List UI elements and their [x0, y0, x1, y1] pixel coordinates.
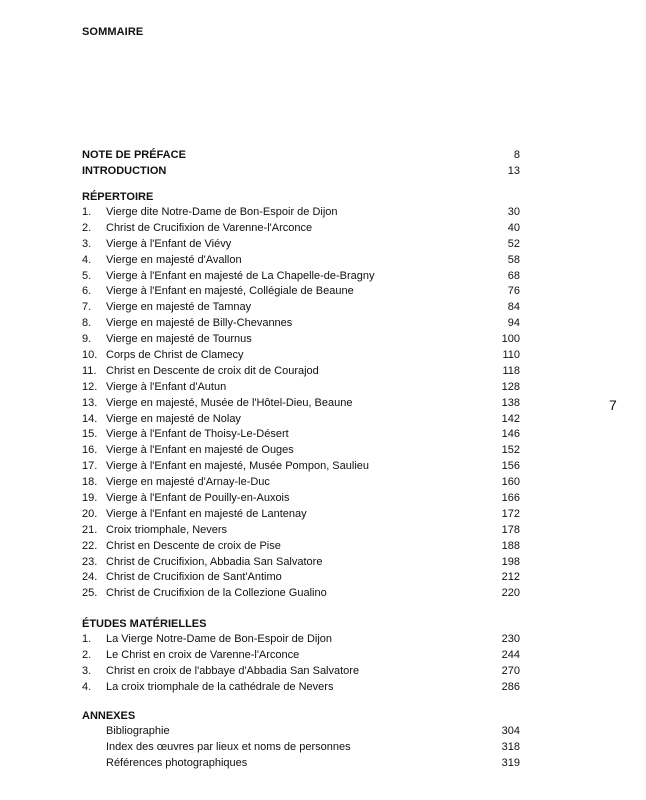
- entry-label: Vierge dite Notre-Dame de Bon-Espoir de Dijon: [106, 206, 338, 218]
- toc-entry[interactable]: [82, 724, 520, 740]
- section-title-annexes: ANNEXES: [82, 710, 136, 722]
- toc-entry[interactable]: [82, 380, 520, 396]
- entry-number: 6.: [82, 285, 92, 298]
- toc-entry[interactable]: [82, 459, 520, 475]
- entry-number: 25.: [82, 587, 98, 600]
- entry-page: 160: [501, 476, 520, 489]
- entry-number: 3.: [82, 237, 92, 250]
- front-matter-section: [82, 148, 520, 180]
- entry-page: 220: [501, 587, 520, 600]
- entry-label: Le Christ en croix de Varenne-l'Arconce: [106, 648, 300, 661]
- entry-page: 30: [507, 206, 520, 218]
- entry-number: 23.: [82, 555, 98, 568]
- entry-number: 3.: [82, 664, 92, 677]
- entry-label: INTRODUCTION: [82, 164, 167, 177]
- entry-label: Vierge en majesté de Nolay: [106, 412, 241, 425]
- entry-label: La Vierge Notre-Dame de Bon-Espoir de Dijon: [106, 633, 333, 645]
- entry-label: Vierge à l'Enfant en majesté de Lantenay: [106, 507, 307, 520]
- toc-entry-introduction[interactable]: [82, 164, 520, 180]
- entry-label: Vierge à l'Enfant en majesté de La Chapelle-de-Bragny: [106, 269, 375, 282]
- entry-page: 128: [501, 380, 520, 393]
- entry-number: 8.: [82, 317, 92, 330]
- entry-number: 19.: [82, 492, 98, 505]
- entry-label: Vierge en majesté de Tournus: [106, 333, 252, 346]
- entry-number: 2.: [82, 648, 92, 661]
- entry-page: 40: [507, 221, 520, 234]
- entry-page: 94: [507, 317, 520, 330]
- entry-label: Vierge en majesté, Musée de l'Hôtel-Dieu, Beaune: [106, 396, 353, 409]
- entry-page: 230: [501, 633, 520, 645]
- entry-label: Christ en croix de l'abbaye d'Abbadia San Salvatore: [106, 664, 360, 677]
- entry-label: Christ en Descente de croix de Pise: [106, 539, 281, 552]
- entry-page: 286: [501, 680, 520, 693]
- toc-entry[interactable]: [82, 523, 520, 539]
- entry-page: 212: [501, 571, 520, 584]
- toc-entry[interactable]: [82, 316, 520, 332]
- entry-number: 1.: [82, 206, 92, 218]
- toc-entry[interactable]: [82, 443, 520, 459]
- entry-label: La croix triomphale de la cathédrale de Nevers: [106, 680, 334, 693]
- entry-label: Vierge en majesté de Billy-Chevannes: [106, 317, 293, 330]
- entry-page: 156: [501, 460, 520, 473]
- entry-page: 118: [502, 364, 520, 377]
- toc-entry[interactable]: [82, 586, 520, 602]
- entry-page: 319: [501, 756, 520, 769]
- toc-entry[interactable]: [82, 756, 520, 772]
- toc-entry[interactable]: [82, 680, 520, 696]
- entry-page: 100: [501, 333, 520, 346]
- entry-number: 14.: [82, 412, 98, 425]
- entry-number: 20.: [82, 507, 98, 520]
- entry-label: Christ en Descente de croix dit de Courajod: [106, 364, 319, 377]
- toc-entry[interactable]: [82, 412, 520, 428]
- etudes-list: [82, 632, 520, 696]
- entry-page: 244: [501, 648, 520, 661]
- entry-label: Vierge à l'Enfant de Viévy: [106, 237, 232, 250]
- repertoire-list: [82, 205, 520, 602]
- toc-entry[interactable]: [82, 632, 520, 648]
- entry-page: 68: [507, 269, 520, 282]
- entry-number: 4.: [82, 680, 92, 693]
- entry-number: 1.: [82, 633, 92, 645]
- entry-page: 76: [507, 285, 520, 298]
- repertoire-section: [82, 190, 520, 602]
- entry-label: Christ de Crucifixion de Varenne-l'Arconce: [106, 221, 313, 234]
- entry-number: 9.: [82, 333, 92, 346]
- entry-number: 7.: [82, 301, 92, 314]
- entry-page: 8: [513, 149, 520, 161]
- toc-entry[interactable]: [82, 648, 520, 664]
- toc-entry[interactable]: [82, 253, 520, 269]
- toc-entry[interactable]: [82, 570, 520, 586]
- toc-entry[interactable]: [82, 300, 520, 316]
- entry-page: 52: [507, 237, 520, 250]
- toc-entry[interactable]: [82, 396, 520, 412]
- entry-number: 18.: [82, 476, 98, 489]
- entry-number: 10.: [82, 349, 98, 362]
- entry-page: 270: [501, 664, 520, 677]
- entry-number: 16.: [82, 444, 98, 457]
- entry-label: Vierge à l'Enfant de Thoisy-Le-Désert: [106, 428, 289, 441]
- entry-page: 304: [501, 725, 520, 737]
- entry-label: Corps de Christ de Clamecy: [106, 349, 244, 362]
- entry-number: 5.: [82, 269, 92, 282]
- entry-label: Vierge en majesté d'Avallon: [106, 253, 242, 266]
- entry-label: Vierge en majesté de Tamnay: [106, 301, 252, 314]
- entry-label: Vierge à l'Enfant de Pouilly-en-Auxois: [106, 492, 290, 505]
- entry-label: Christ de Crucifixion de la Collezione Gualino: [106, 587, 327, 600]
- entry-page: 146: [501, 428, 520, 441]
- entry-label: Vierge à l'Enfant en majesté de Ouges: [106, 444, 294, 457]
- entry-label: Vierge en majesté d'Arnay-le-Duc: [106, 476, 270, 489]
- entry-number: 2.: [82, 221, 92, 234]
- toc-entry[interactable]: [82, 507, 520, 523]
- entry-label: Index des œuvres par lieux et noms de personnes: [106, 740, 351, 753]
- toc-entry[interactable]: [82, 284, 520, 300]
- section-title-repertoire: RÉPERTOIRE: [82, 191, 154, 203]
- section-title-etudes: ÉTUDES MATÉRIELLES: [82, 618, 207, 630]
- entry-number: 21.: [82, 523, 98, 536]
- entry-label: Vierge à l'Enfant en majesté, Musée Pompon, Saulieu: [106, 460, 370, 473]
- toc-entry[interactable]: [82, 205, 520, 221]
- entry-label: Bibliographie: [106, 725, 170, 737]
- entry-label: Références photographiques: [106, 756, 248, 769]
- annexes-list: [82, 724, 520, 772]
- toc-entry[interactable]: [82, 348, 520, 364]
- entry-page: 58: [507, 253, 520, 266]
- entry-number: 22.: [82, 539, 98, 552]
- entry-label: Christ de Crucifixion, Abbadia San Salvatore: [106, 555, 323, 568]
- toc-entry[interactable]: [82, 740, 520, 756]
- toc-entry[interactable]: [82, 664, 520, 680]
- etudes-section: [82, 617, 520, 696]
- entry-page: 178: [501, 523, 520, 536]
- entry-label: Christ de Crucifixion de Sant'Antimo: [106, 571, 282, 584]
- entry-page: 110: [502, 349, 520, 362]
- entry-page: 138: [501, 396, 520, 409]
- entry-page: 84: [507, 301, 520, 314]
- toc-entry[interactable]: [82, 555, 520, 571]
- entry-label: Vierge à l'Enfant d'Autun: [106, 380, 227, 393]
- entry-number: 17.: [82, 460, 98, 473]
- toc-entry[interactable]: [82, 221, 520, 237]
- toc-entry[interactable]: [82, 269, 520, 285]
- entry-label: NOTE DE PRÉFACE: [82, 149, 186, 161]
- toc-entry[interactable]: [82, 427, 520, 443]
- entry-page: 318: [501, 740, 520, 753]
- entry-page: 172: [501, 507, 520, 520]
- entry-number: 24.: [82, 571, 98, 584]
- entry-number: 15.: [82, 428, 98, 441]
- page-title: SOMMAIRE: [82, 26, 144, 38]
- entry-page: 13: [507, 164, 520, 177]
- toc-entry[interactable]: [82, 491, 520, 507]
- toc-entry[interactable]: [82, 332, 520, 348]
- entry-label: Croix triomphale, Nevers: [106, 523, 228, 536]
- entry-page: 198: [501, 555, 520, 568]
- toc-entry[interactable]: [82, 475, 520, 491]
- entry-page: 166: [501, 492, 520, 505]
- toc-entry-note-de-preface[interactable]: [82, 148, 520, 164]
- entry-page: 188: [501, 539, 520, 552]
- annexes-section: [82, 709, 520, 772]
- entry-number: 12.: [82, 380, 98, 393]
- toc-entry[interactable]: [82, 237, 520, 253]
- entry-number: 4.: [82, 253, 92, 266]
- toc-entry[interactable]: [82, 364, 520, 380]
- page-number: 7: [609, 397, 617, 413]
- entry-number: 13.: [82, 396, 98, 409]
- entry-label: Vierge à l'Enfant en majesté, Collégiale de Beaune: [106, 285, 354, 298]
- entry-page: 142: [501, 412, 520, 425]
- entry-page: 152: [501, 444, 520, 457]
- entry-number: 11.: [82, 364, 97, 377]
- toc-entry[interactable]: [82, 539, 520, 555]
